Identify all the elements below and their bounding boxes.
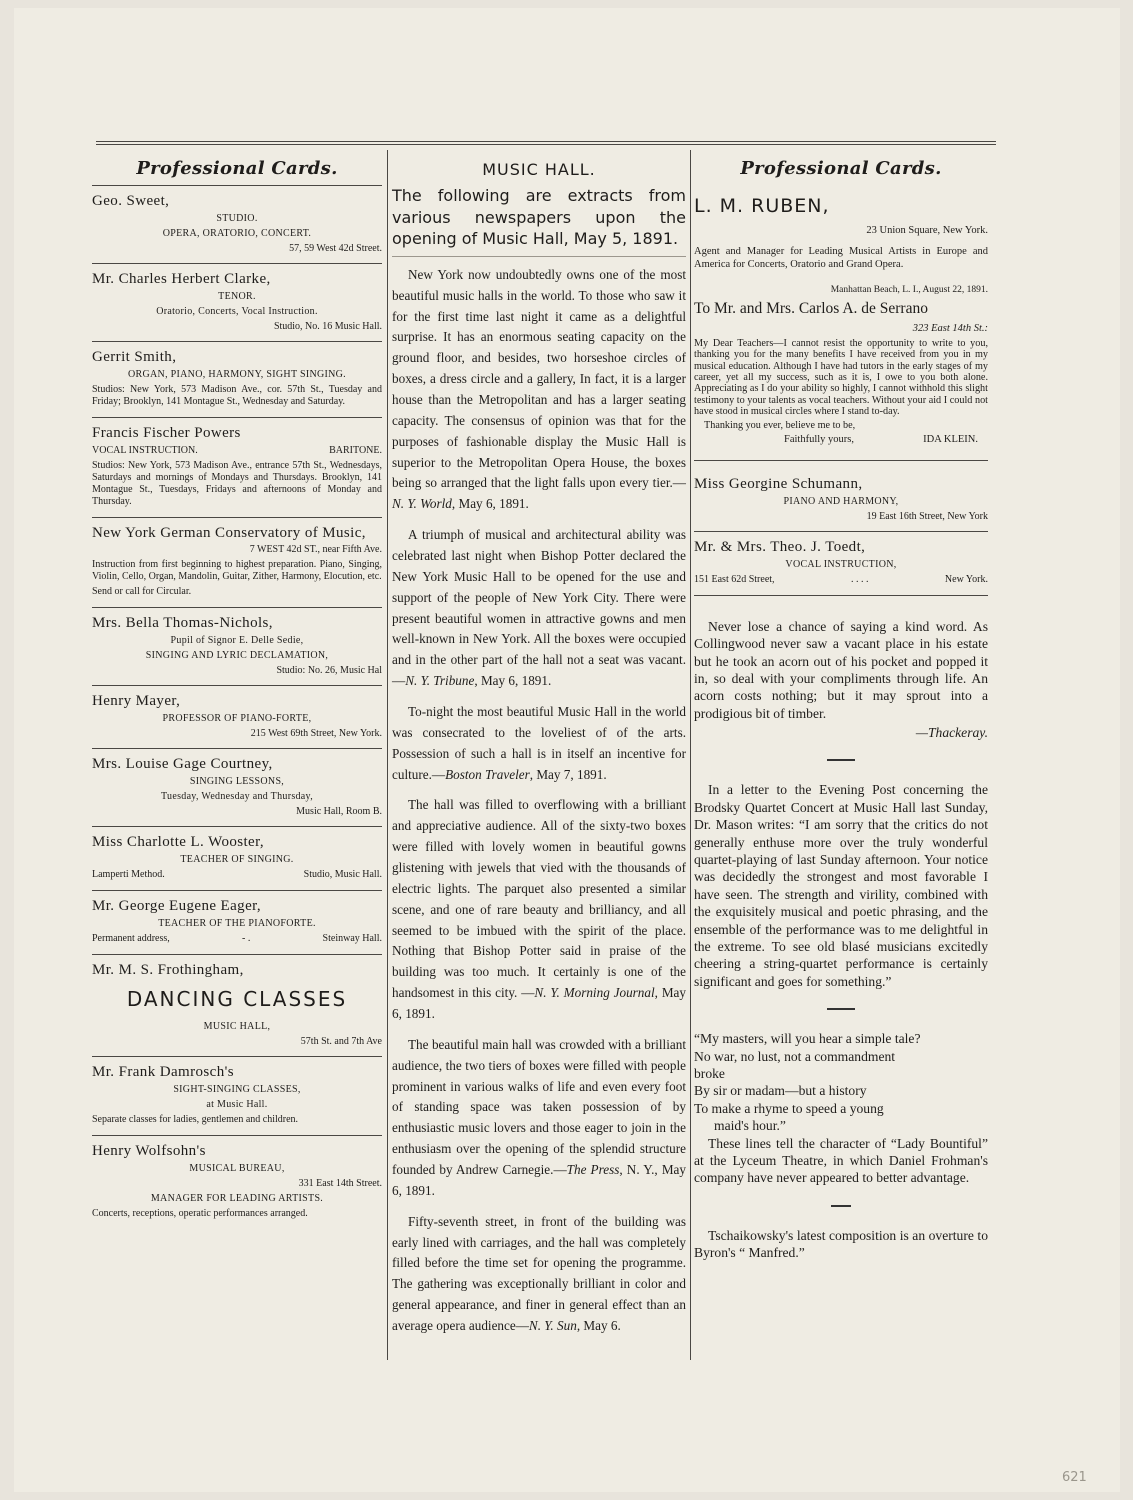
card-name: New York German Conservatory of Music, xyxy=(92,525,366,541)
article-paragraph xyxy=(392,525,686,692)
card-clarke xyxy=(92,264,382,342)
card-address: 23 Union Square, New York. xyxy=(866,224,988,236)
paragraph-text: The hall was filled to overflowing with a brilliant and appreciative audience. All of the sixty-two boxes were filled with lovely women in beautiful gowns glistening with jewels that vied with the thousands of electric lights. The parquet also presented a similar scene, and one of rare beauty and brilliancy, and all seemed to be imbued with the spirit of the place. Nothing that Bishop Potter said in praise of the building was too much. It certainly is one of the handsomest in this city. — xyxy=(392,797,686,1001)
article-paragraph xyxy=(392,702,686,785)
card-name: Mrs. Louise Gage Courtney, xyxy=(92,756,273,772)
column-divider-left xyxy=(387,150,388,1360)
paragraph-date: , May 6, 1891. xyxy=(392,985,686,1021)
card-line: BARITONE. xyxy=(329,445,382,456)
card-body: Studios: New York, 573 Madison Ave., cor. 57th St., Tuesday and Friday; Brooklyn, 141 Montague St., Wednesday and Saturday. xyxy=(92,384,382,407)
signature-name: IDA KLEIN. xyxy=(923,434,978,446)
right-heading: Professional Cards. xyxy=(740,158,942,179)
paragraph-source: Boston Traveler xyxy=(445,766,530,782)
card-powers xyxy=(92,418,382,518)
card-line: STUDIO. xyxy=(216,213,258,224)
card-line: Permanent address, xyxy=(92,933,170,944)
music-hall-intro: The following are extracts from various newspapers upon the opening of Music Hall, May 5, 1891. xyxy=(392,185,686,257)
card-line: 151 East 62d Street, xyxy=(694,573,775,585)
card-address: 7 WEST 42d ST., near Fifth Ave. xyxy=(249,544,382,555)
card-name: Miss Charlotte L. Wooster, xyxy=(92,834,265,850)
card-ruben xyxy=(694,185,988,461)
card-line: . . . . xyxy=(850,573,869,585)
card-body: Send or call for Circular. xyxy=(92,586,192,597)
card-eager xyxy=(92,891,382,955)
card-line: at Music Hall. xyxy=(206,1099,268,1110)
tschaikowsky-note: Tschaikowsky's latest composition is an overture to Byron's “ Manfred.” xyxy=(694,1227,988,1261)
card-line: New York. xyxy=(944,573,988,585)
card-row xyxy=(694,574,988,586)
poem-line: No war, no lust, not a commandment xyxy=(694,1048,896,1064)
dancing-classes-title: DANCING CLASSES xyxy=(126,987,348,1011)
paragraph-source: The Press xyxy=(566,1162,620,1178)
card-line: MUSICAL BUREAU, xyxy=(189,1163,285,1174)
card-line: Lamperti Method. xyxy=(92,869,165,880)
paragraph-date: , May 6, 1891. xyxy=(474,673,552,689)
paragraph-date: , N. Y., May 6, 1891. xyxy=(392,1162,686,1198)
card-address: 57, 59 West 42d Street. xyxy=(289,243,382,254)
card-name: Henry Mayer, xyxy=(92,693,181,709)
left-column xyxy=(92,150,382,1229)
corner-page-number: 621 xyxy=(1062,1470,1087,1485)
card-damrosch xyxy=(92,1057,382,1136)
paragraph-source: N. Y. World xyxy=(392,496,452,512)
card-row xyxy=(92,869,382,881)
card-line: VOCAL INSTRUCTION, xyxy=(785,558,897,570)
card-line: Oratorio, Concerts, Vocal Instruction. xyxy=(156,306,318,317)
card-name: Mr. George Eugene Eager, xyxy=(92,898,262,914)
card-wolfsohn xyxy=(92,1136,382,1229)
poem-line: maid's hour.” xyxy=(714,1118,786,1134)
poem-line: To make a rhyme to speed a young xyxy=(694,1100,884,1116)
card-nichols xyxy=(92,608,382,686)
card-name: L. M. RUBEN, xyxy=(694,195,830,217)
paragraph-text: A triumph of musical and architectural ability was celebrated last night when Bishop Potter declared the New York Music Hall to be opened for the use and support of the people of New York City. There were present beautiful women in attractive gowns and men well-known in New York. All the boxes were occupied and in the other part of the hall not a seat was vacant.— xyxy=(392,527,686,689)
quote-text: Never lose a chance of saying a kind word. As Collingwood never saw a vacant place in his estate but he took an acorn out of his pocket and popped it in, so deal with your compliments through life. An acorn costs nothing; but it may sprout into a prodigious bit of timber. xyxy=(694,618,988,721)
letter-signature xyxy=(694,434,988,451)
card-address: 331 East 14th Street. xyxy=(298,1178,382,1189)
card-name: Francis Fischer Powers xyxy=(92,425,241,441)
card-line: TEACHER OF THE PIANOFORTE. xyxy=(158,918,316,929)
paragraph-date: , May 6, 1891. xyxy=(451,496,529,512)
card-line: Pupil of Signor E. Delle Sedie, xyxy=(170,635,304,646)
left-heading: Professional Cards. xyxy=(92,150,382,186)
paragraph-source: N. Y. Sun xyxy=(528,1318,577,1334)
card-address: Music Hall, Room B. xyxy=(296,806,382,817)
card-name: Mr. & Mrs. Theo. J. Toedt, xyxy=(694,538,866,555)
paragraph-date: , May 7, 1891. xyxy=(529,766,607,782)
card-name: Miss Georgine Schumann, xyxy=(694,475,863,492)
section-separator xyxy=(827,1008,855,1010)
article-paragraph xyxy=(392,795,686,1024)
top-double-rule xyxy=(96,141,996,145)
paragraph-text: The beautiful main hall was crowded with a brilliant audience, the two tiers of boxes were filled with people prominent in various walks of life and even every foot of standing space was taken possession of by enthusiastic music lovers and those eager to join in the enthusiasm over the opening of the splendid structure founded by Andrew Carnegie.— xyxy=(392,1036,686,1178)
card-name: Geo. Sweet, xyxy=(92,193,170,209)
card-line: TEACHER OF SINGING. xyxy=(180,854,294,865)
letter-dateline: Manhattan Beach, L. I., August 22, 1891. xyxy=(830,285,988,296)
card-body: Agent and Manager for Leading Musical Artists in Europe and America for Concerts, Oratorio and Grand Opera. xyxy=(694,245,988,271)
card-line: Tuesday, Wednesday and Thursday, xyxy=(160,791,314,802)
card-line: - . xyxy=(241,933,251,944)
letter-close: Thanking you ever, believe me to be, xyxy=(704,419,856,431)
card-row xyxy=(92,933,382,945)
poem-line: By sir or madam—but a history xyxy=(694,1083,867,1099)
paragraph-date: , May 6. xyxy=(576,1318,621,1334)
mason-letter: In a letter to the Evening Post concerning the Brodsky Quartet Concert at Music Hall last Sunday, Dr. Mason writes: “I am sorry that the critics do not generally enthuse more over the truly wonderful quartet-playing of last Sunday afternoon. Your notice was decidedly the strongest and most favorable I have seen. The strength and virility, combined with the exquisitely musical and poetic phrasing, and the ensemble of the performance was to me delightful in the extreme. To see old blasé musicians excitedly cheering a string-quartet performance is certainly significant and goes for something.” xyxy=(694,782,988,989)
card-conservatory xyxy=(92,518,382,608)
card-line: TENOR. xyxy=(218,291,256,302)
card-name: Mr. M. S. Frothingham, xyxy=(92,962,244,978)
card-address: Studio: No. 26, Music Hal xyxy=(276,665,382,676)
card-row xyxy=(92,445,382,457)
quote-attribution: —Thackeray. xyxy=(915,725,988,741)
card-line: SIGHT-SINGING CLASSES, xyxy=(173,1084,301,1095)
column-divider-right xyxy=(690,150,691,1360)
card-name: Mr. Frank Damrosch's xyxy=(92,1064,234,1080)
paragraph-text: Fifty-seventh street, in front of the building was early lined with carriages, and the hall was completely filled before the time set for opening the programme. The gathering was exceptionally brilliant in color and general appearance, and finer in general effect than an average opera audience— xyxy=(392,1213,686,1334)
card-line: MANAGER FOR LEADING ARTISTS. xyxy=(150,1193,324,1204)
card-courtney xyxy=(92,749,382,827)
thackeray-quote xyxy=(694,618,988,742)
signature-line: Faithfully yours, xyxy=(784,434,854,446)
card-body: Concerts, receptions, operatic performances arranged. xyxy=(92,1208,308,1219)
music-hall-title: MUSIC HALL. xyxy=(482,160,596,179)
lady-bountiful-note: These lines tell the character of “Lady Bountiful” at the Lyceum Theatre, in which Daniel Frohman's company have never appeared to better advantage. xyxy=(694,1135,988,1186)
card-body: Instruction from first beginning to highest preparation. Piano, Singing, Violin, Cello, Organ, Mandolin, Guitar, Zither, Harmony, Elocution, etc. xyxy=(92,559,382,582)
card-line: ORGAN, PIANO, HARMONY, SIGHT SINGING. xyxy=(128,369,346,380)
letter-body: My Dear Teachers—I cannot resist the opportunity to write to you, thanking you for the many benefits I have received from you in my musical education. Although I have had tutors in the early stages of my career, yet all my success, such as it is, I owe to you both alone. Appreciating as I do your ability so highly, I cannot withhold this slight testimony to your talents as vocal teachers. Without your aid I could not have stood in musical circles where I stand to-day. xyxy=(694,337,988,418)
lady-bountiful-poem xyxy=(694,1030,988,1187)
paragraph-source: N. Y. Morning Journal xyxy=(534,985,655,1001)
card-mayer xyxy=(92,686,382,749)
card-address: 215 West 69th Street, New York. xyxy=(250,728,382,739)
card-line: Studio, Music Hall. xyxy=(303,869,382,880)
card-frothingham xyxy=(92,955,382,1057)
card-body: Separate classes for ladies, gentlemen and children. xyxy=(92,1114,299,1125)
section-separator xyxy=(831,1205,851,1207)
card-line: Steinway Hall. xyxy=(322,933,382,944)
card-line: OPERA, ORATORIO, CONCERT. xyxy=(162,228,312,239)
card-wooster xyxy=(92,827,382,891)
poem-line: “My masters, will you hear a simple tale? xyxy=(694,1031,921,1047)
card-line: SINGING AND LYRIC DECLAMATION, xyxy=(145,650,329,661)
card-address: 57th St. and 7th Ave xyxy=(300,1036,382,1047)
card-line: VOCAL INSTRUCTION. xyxy=(92,445,198,456)
card-name: Gerrit Smith, xyxy=(92,349,177,365)
article-paragraph xyxy=(392,1035,686,1202)
card-toedt xyxy=(694,532,988,596)
card-body: Studios: New York, 573 Madison Ave., entrance 57th St., Wednesdays, Saturdays and mornings of Mondays and Thursdays. Brooklyn, 141 Montague St., Tuesdays, Fridays and afternoons of Monday and Thursday. xyxy=(92,460,382,507)
card-name: Mr. Charles Herbert Clarke, xyxy=(92,271,271,287)
article-paragraph xyxy=(392,265,686,515)
paragraph-text: To-night the most beautiful Music Hall in the world was consecrated to the loveliest of of the arts. Possession of such a hall is in itself an incentive for culture.— xyxy=(392,703,686,782)
paragraph-source: N. Y. Tribune xyxy=(405,673,475,689)
card-smith xyxy=(92,342,382,418)
card-line: SINGING LESSONS, xyxy=(189,776,285,787)
right-column xyxy=(694,150,988,1263)
article-paragraph xyxy=(392,1212,686,1337)
section-separator xyxy=(827,759,855,761)
card-sweet xyxy=(92,186,382,264)
card-address: Studio, No. 16 Music Hall. xyxy=(273,321,382,332)
letter-recipient: To Mr. and Mrs. Carlos A. de Serrano xyxy=(694,300,928,318)
card-line: MUSIC HALL, xyxy=(203,1021,271,1032)
paragraph-text: New York now undoubtedly owns one of the most beautiful music halls in the world. To those who saw it for the first time last night it came as a delightful surprise. It has an enormous seating capacity on the ground floor, and besides, two horseshoe circles of boxes, a dress circle and a gallery, In fact, it is a larger house than the Metropolitan and has a larger seating capacity. The consensus of opinion was that for the purposes of fashionable display the Music Hall is superior to the Metropolitan Opera House, the boxes being so arranged that the light falls upon every tier.— xyxy=(392,266,686,491)
letter-address: 323 East 14th St.: xyxy=(912,322,988,334)
card-line: PIANO AND HARMONY, xyxy=(783,495,899,507)
card-line: PROFESSOR OF PIANO-FORTE, xyxy=(162,713,312,724)
card-address: 19 East 16th Street, New York xyxy=(866,510,988,522)
card-schumann xyxy=(694,461,988,532)
card-name: Mrs. Bella Thomas-Nichols, xyxy=(92,615,273,631)
middle-column xyxy=(392,150,686,1347)
poem-line: broke xyxy=(694,1065,725,1081)
card-name: Henry Wolfsohn's xyxy=(92,1143,206,1159)
